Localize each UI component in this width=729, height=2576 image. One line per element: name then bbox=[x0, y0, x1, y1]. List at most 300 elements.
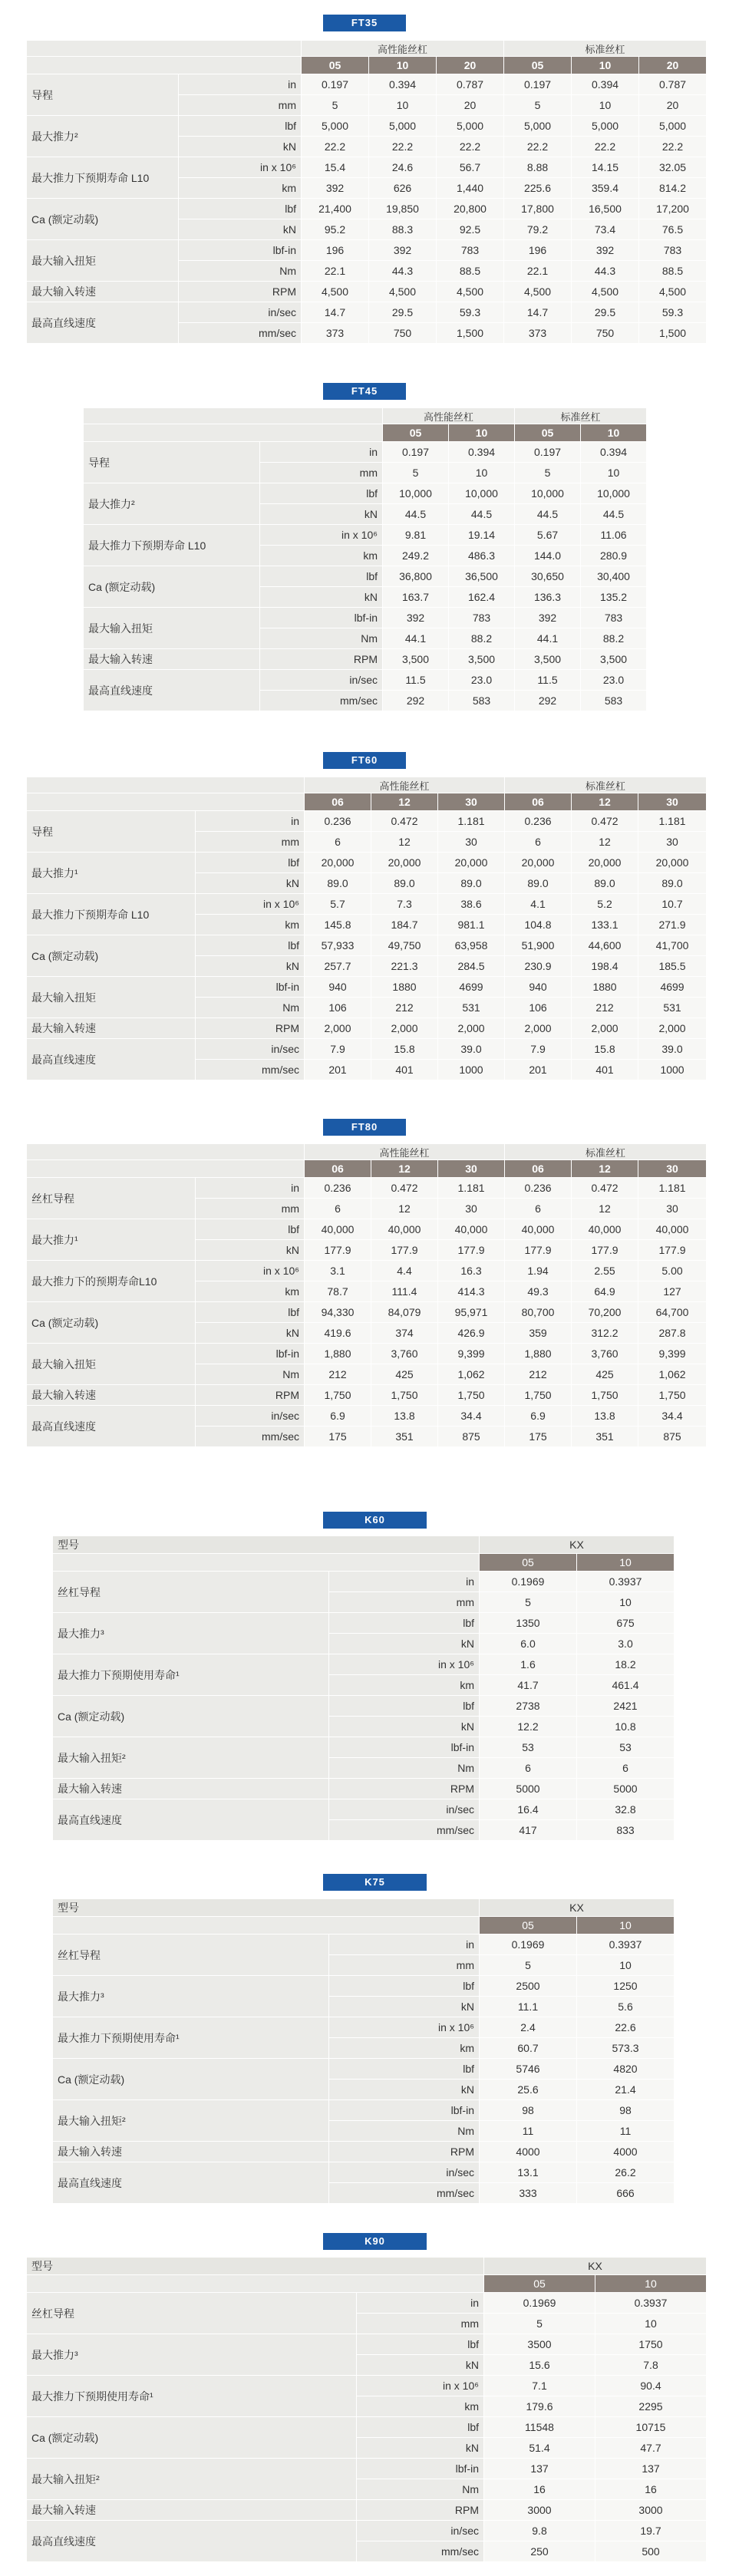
spec-label: 最大输入扭矩 bbox=[27, 977, 196, 1018]
unit-cell: kN bbox=[329, 2080, 480, 2100]
section-title-badge: K75 bbox=[323, 1874, 427, 1891]
unit-cell: lbf bbox=[329, 2059, 480, 2080]
value-cell: 2500 bbox=[480, 1976, 577, 1997]
value-cell: 23.0 bbox=[581, 670, 647, 691]
unit-cell: lbf bbox=[329, 1976, 480, 1997]
unit-cell: lbf bbox=[196, 1302, 305, 1323]
value-cell: 34.4 bbox=[638, 1406, 707, 1427]
value-cell: 88.5 bbox=[639, 261, 707, 282]
value-cell: 0.394 bbox=[449, 442, 515, 463]
spec-label: 丝杠导程 bbox=[53, 1572, 329, 1613]
group-header-label: 标准丝杠 bbox=[505, 1144, 707, 1160]
value-cell: 145.8 bbox=[305, 915, 371, 935]
value-cell: 1,750 bbox=[505, 1385, 572, 1406]
value-cell: 29.5 bbox=[572, 302, 639, 323]
value-cell: 351 bbox=[371, 1427, 438, 1447]
value-cell: 5.7 bbox=[305, 894, 371, 915]
value-cell: 5,000 bbox=[302, 116, 369, 137]
value-cell: 5000 bbox=[480, 1779, 577, 1799]
value-cell: 11.06 bbox=[581, 525, 647, 546]
model-label-cell: 型号 bbox=[53, 1899, 480, 1917]
group-header-row bbox=[84, 408, 647, 424]
unit-cell: Nm bbox=[179, 261, 302, 282]
unit-cell: in/sec bbox=[329, 2162, 480, 2183]
column-header-row bbox=[27, 793, 707, 811]
value-cell: 940 bbox=[505, 977, 572, 998]
column-header-cell: 30 bbox=[438, 793, 505, 811]
value-cell: 1000 bbox=[638, 1060, 707, 1080]
column-header-cell: 10 bbox=[581, 424, 647, 442]
unit-cell: mm/sec bbox=[196, 1060, 305, 1080]
spec-label: Ca (额定动载) bbox=[27, 1302, 196, 1344]
value-cell: 0.472 bbox=[572, 811, 638, 832]
spec-row bbox=[27, 1039, 707, 1060]
value-cell: 1000 bbox=[438, 1060, 505, 1080]
value-cell: 2,000 bbox=[438, 1018, 505, 1039]
value-cell: 16 bbox=[484, 2479, 595, 2500]
unit-cell: kN bbox=[357, 2355, 484, 2376]
unit-cell: lbf bbox=[329, 1696, 480, 1717]
value-cell: 417 bbox=[480, 1820, 577, 1841]
value-cell: 392 bbox=[383, 608, 449, 628]
value-cell: 51.4 bbox=[484, 2438, 595, 2459]
spec-label: 最高直线速度 bbox=[27, 1406, 196, 1447]
value-cell: 41.7 bbox=[480, 1675, 577, 1696]
value-cell: 359 bbox=[505, 1323, 572, 1344]
column-header-cell: 06 bbox=[505, 1160, 572, 1178]
value-cell: 104.8 bbox=[505, 915, 572, 935]
model-header-row bbox=[53, 1899, 675, 1917]
value-cell: 750 bbox=[572, 323, 639, 344]
value-cell: 531 bbox=[438, 998, 505, 1018]
value-cell: 137 bbox=[595, 2459, 707, 2479]
column-header-cell: 06 bbox=[305, 793, 371, 811]
value-cell: 44.5 bbox=[449, 504, 515, 525]
spec-label: 最大输入扭矩² bbox=[27, 2459, 357, 2500]
column-header-cell: 20 bbox=[639, 57, 707, 74]
value-cell: 16.3 bbox=[438, 1261, 505, 1281]
value-cell: 2.4 bbox=[480, 2017, 577, 2038]
value-cell: 4699 bbox=[438, 977, 505, 998]
unit-cell: lbf-in bbox=[179, 240, 302, 261]
value-cell: 10 bbox=[577, 1592, 675, 1613]
value-cell: 14.15 bbox=[572, 157, 639, 178]
column-header-cell: 05 bbox=[480, 1554, 577, 1572]
spec-label: 最高直线速度 bbox=[84, 670, 260, 711]
spec-row bbox=[53, 1934, 675, 1955]
spec-label: 最大输入扭矩 bbox=[27, 1344, 196, 1385]
value-cell: 5,000 bbox=[639, 116, 707, 137]
spec-label: 最大输入转速 bbox=[84, 649, 260, 670]
spec-label: 导程 bbox=[27, 811, 196, 853]
value-cell: 0.394 bbox=[572, 74, 639, 95]
value-cell: 198.4 bbox=[572, 956, 638, 977]
value-cell: 10,000 bbox=[581, 483, 647, 504]
value-cell: 3000 bbox=[595, 2500, 707, 2521]
value-cell: 88.2 bbox=[581, 628, 647, 649]
value-cell: 425 bbox=[572, 1364, 638, 1385]
unit-cell: lbf bbox=[329, 1613, 480, 1634]
value-cell: 21.4 bbox=[577, 2080, 675, 2100]
spec-row bbox=[27, 977, 707, 998]
value-cell: 22.2 bbox=[369, 137, 437, 157]
value-cell: 2738 bbox=[480, 1696, 577, 1717]
unit-cell: in x 10⁶ bbox=[329, 2017, 480, 2038]
spec-label: 最大推力² bbox=[84, 483, 260, 525]
column-header-cell: 10 bbox=[449, 424, 515, 442]
value-cell: 185.5 bbox=[638, 956, 707, 977]
value-cell: 1750 bbox=[595, 2334, 707, 2355]
value-cell: 90.4 bbox=[595, 2376, 707, 2396]
value-cell: 18.2 bbox=[577, 1654, 675, 1675]
spec-label: 最高直线速度 bbox=[53, 2162, 329, 2204]
spec-row bbox=[27, 1178, 707, 1199]
unit-cell: RPM bbox=[179, 282, 302, 302]
unit-cell: lbf bbox=[357, 2334, 484, 2355]
value-cell: 373 bbox=[504, 323, 572, 344]
value-cell: 14.7 bbox=[504, 302, 572, 323]
unit-cell: km bbox=[196, 915, 305, 935]
value-cell: 940 bbox=[305, 977, 371, 998]
value-cell: 47.7 bbox=[595, 2438, 707, 2459]
value-cell: 57,933 bbox=[305, 935, 371, 956]
value-cell: 88.2 bbox=[449, 628, 515, 649]
section-title-badge: FT45 bbox=[323, 383, 406, 400]
unit-cell: in x 10⁶ bbox=[260, 525, 383, 546]
column-header-cell: 10 bbox=[572, 57, 639, 74]
section-title-badge: FT60 bbox=[323, 752, 406, 769]
value-cell: 7.8 bbox=[595, 2355, 707, 2376]
spec-label: 最大输入扭矩 bbox=[27, 240, 179, 282]
value-cell: 573.3 bbox=[577, 2038, 675, 2059]
value-cell: 44.5 bbox=[581, 504, 647, 525]
value-cell: 201 bbox=[505, 1060, 572, 1080]
value-cell: 221.3 bbox=[371, 956, 438, 977]
spec-row bbox=[27, 853, 707, 873]
value-cell: 3.1 bbox=[305, 1261, 371, 1281]
value-cell: 32.05 bbox=[639, 157, 707, 178]
unit-cell: kN bbox=[260, 504, 383, 525]
unit-cell: in bbox=[357, 2293, 484, 2314]
spec-row bbox=[53, 2017, 675, 2038]
value-cell: 17,800 bbox=[504, 199, 572, 219]
group-header-label: 标准丝杠 bbox=[515, 408, 647, 424]
value-cell: 95.2 bbox=[302, 219, 369, 240]
value-cell: 250 bbox=[484, 2541, 595, 2562]
spec-row bbox=[53, 2059, 675, 2080]
value-cell: 2421 bbox=[577, 1696, 675, 1717]
spec-row bbox=[53, 1696, 675, 1717]
spec-row bbox=[53, 1613, 675, 1634]
value-cell: 20 bbox=[639, 95, 707, 116]
value-cell: 13.8 bbox=[371, 1406, 438, 1427]
unit-cell: in/sec bbox=[196, 1406, 305, 1427]
value-cell: 1350 bbox=[480, 1613, 577, 1634]
value-cell: 10 bbox=[581, 463, 647, 483]
unit-cell: lbf-in bbox=[357, 2459, 484, 2479]
value-cell: 1,500 bbox=[437, 323, 504, 344]
value-cell: 40,000 bbox=[505, 1219, 572, 1240]
value-cell: 39.0 bbox=[638, 1039, 707, 1060]
model-value-cell: KX bbox=[484, 2258, 707, 2275]
unit-cell: lbf-in bbox=[260, 608, 383, 628]
unit-cell: kN bbox=[179, 137, 302, 157]
value-cell: 177.9 bbox=[505, 1240, 572, 1261]
value-cell: 392 bbox=[369, 240, 437, 261]
spec-row bbox=[84, 442, 647, 463]
spec-label: 最大推力下预期寿命 L10 bbox=[84, 525, 260, 566]
value-cell: 11 bbox=[480, 2121, 577, 2142]
group-header-label: 高性能丝杠 bbox=[305, 1144, 505, 1160]
spec-row bbox=[27, 2293, 707, 2314]
value-cell: 6 bbox=[505, 1199, 572, 1219]
spec-label: 最大输入转速 bbox=[53, 1779, 329, 1799]
column-header-cell: 05 bbox=[484, 2275, 595, 2293]
value-cell: 44.5 bbox=[515, 504, 581, 525]
value-cell: 4.4 bbox=[371, 1261, 438, 1281]
column-header-cell: 12 bbox=[572, 793, 638, 811]
value-cell: 5 bbox=[480, 1592, 577, 1613]
spec-row bbox=[84, 670, 647, 691]
spec-table-k60 bbox=[52, 1535, 674, 1841]
value-cell: 12 bbox=[572, 832, 638, 853]
unit-cell: in/sec bbox=[260, 670, 383, 691]
column-header-cell: 05 bbox=[383, 424, 449, 442]
value-cell: 1,440 bbox=[437, 178, 504, 199]
group-header-row bbox=[27, 41, 707, 57]
unit-cell: in x 10⁶ bbox=[196, 894, 305, 915]
spec-row bbox=[27, 1344, 707, 1364]
spec-table-k90 bbox=[26, 2257, 706, 2562]
value-cell: 5.00 bbox=[638, 1261, 707, 1281]
unit-cell: kN bbox=[196, 873, 305, 894]
spec-row bbox=[27, 2376, 707, 2396]
value-cell: 1880 bbox=[371, 977, 438, 998]
value-cell: 41,700 bbox=[638, 935, 707, 956]
value-cell: 60.7 bbox=[480, 2038, 577, 2059]
spec-row bbox=[53, 2142, 675, 2162]
column-header-cell: 05 bbox=[480, 1917, 577, 1934]
value-cell: 5 bbox=[515, 463, 581, 483]
value-cell: 5,000 bbox=[437, 116, 504, 137]
unit-cell: Nm bbox=[357, 2479, 484, 2500]
column-header-cell: 06 bbox=[505, 793, 572, 811]
value-cell: 531 bbox=[638, 998, 707, 1018]
value-cell: 6.9 bbox=[305, 1406, 371, 1427]
value-cell: 20 bbox=[437, 95, 504, 116]
value-cell: 177.9 bbox=[572, 1240, 638, 1261]
value-cell: 12 bbox=[371, 832, 438, 853]
spec-row bbox=[27, 1302, 707, 1323]
value-cell: 8.88 bbox=[504, 157, 572, 178]
value-cell: 9.8 bbox=[484, 2521, 595, 2541]
value-cell: 95,971 bbox=[438, 1302, 505, 1323]
value-cell: 22.2 bbox=[437, 137, 504, 157]
value-cell: 0.1969 bbox=[484, 2293, 595, 2314]
value-cell: 1.181 bbox=[438, 1178, 505, 1199]
unit-cell: lbf bbox=[260, 566, 383, 587]
spec-table-ft80 bbox=[26, 1143, 706, 1447]
model-value-cell: KX bbox=[480, 1899, 675, 1917]
value-cell: 271.9 bbox=[638, 915, 707, 935]
value-cell: 1250 bbox=[577, 1976, 675, 1997]
value-cell: 44.3 bbox=[369, 261, 437, 282]
spec-row bbox=[27, 2459, 707, 2479]
spec-label: 最大输入转速 bbox=[53, 2142, 329, 2162]
value-cell: 351 bbox=[572, 1427, 638, 1447]
value-cell: 0.3937 bbox=[577, 1934, 675, 1955]
value-cell: 16.4 bbox=[480, 1799, 577, 1820]
value-cell: 4,500 bbox=[437, 282, 504, 302]
spec-label: 最大推力下的预期寿命L10 bbox=[27, 1261, 196, 1302]
value-cell: 64,700 bbox=[638, 1302, 707, 1323]
spec-label: 最大输入转速 bbox=[27, 2500, 357, 2521]
value-cell: 1.181 bbox=[438, 811, 505, 832]
value-cell: 30 bbox=[638, 1199, 707, 1219]
header-blank-cell bbox=[53, 1917, 480, 1934]
unit-cell: mm/sec bbox=[329, 2183, 480, 2204]
value-cell: 179.6 bbox=[484, 2396, 595, 2417]
model-header-row bbox=[53, 1536, 675, 1554]
value-cell: 30 bbox=[638, 832, 707, 853]
value-cell: 2,000 bbox=[572, 1018, 638, 1039]
value-cell: 230.9 bbox=[505, 956, 572, 977]
spec-row bbox=[27, 1261, 707, 1281]
column-header-cell: 12 bbox=[572, 1160, 638, 1178]
group-header-label: 标准丝杠 bbox=[504, 41, 707, 57]
value-cell: 135.2 bbox=[581, 587, 647, 608]
value-cell: 26.2 bbox=[577, 2162, 675, 2183]
value-cell: 292 bbox=[515, 691, 581, 711]
value-cell: 5.2 bbox=[572, 894, 638, 915]
value-cell: 196 bbox=[302, 240, 369, 261]
value-cell: 783 bbox=[639, 240, 707, 261]
value-cell: 177.9 bbox=[371, 1240, 438, 1261]
value-cell: 419.6 bbox=[305, 1323, 371, 1344]
value-cell: 0.394 bbox=[581, 442, 647, 463]
value-cell: 0.472 bbox=[371, 1178, 438, 1199]
value-cell: 1,062 bbox=[438, 1364, 505, 1385]
unit-cell: in x 10⁶ bbox=[329, 1654, 480, 1675]
spec-row bbox=[84, 483, 647, 504]
value-cell: 3500 bbox=[484, 2334, 595, 2355]
unit-cell: lbf bbox=[260, 483, 383, 504]
value-cell: 5000 bbox=[577, 1779, 675, 1799]
value-cell: 59.3 bbox=[437, 302, 504, 323]
spec-row bbox=[27, 74, 707, 95]
value-cell: 12.2 bbox=[480, 1717, 577, 1737]
unit-cell: km bbox=[196, 1281, 305, 1302]
unit-cell: mm bbox=[329, 1592, 480, 1613]
model-header-row bbox=[27, 2258, 707, 2275]
value-cell: 13.1 bbox=[480, 2162, 577, 2183]
value-cell: 284.5 bbox=[438, 956, 505, 977]
spec-row bbox=[27, 302, 707, 323]
value-cell: 666 bbox=[577, 2183, 675, 2204]
value-cell: 1,750 bbox=[638, 1385, 707, 1406]
spec-label: 最大推力² bbox=[27, 116, 179, 157]
spec-label: 最大输入转速 bbox=[27, 1018, 196, 1039]
value-cell: 39.0 bbox=[438, 1039, 505, 1060]
value-cell: 36,500 bbox=[449, 566, 515, 587]
value-cell: 0.197 bbox=[515, 442, 581, 463]
value-cell: 11.1 bbox=[480, 1997, 577, 2017]
value-cell: 89.0 bbox=[638, 873, 707, 894]
value-cell: 25.6 bbox=[480, 2080, 577, 2100]
unit-cell: lbf-in bbox=[329, 1737, 480, 1758]
spec-row bbox=[84, 525, 647, 546]
value-cell: 79.2 bbox=[504, 219, 572, 240]
section-title-badge: FT35 bbox=[323, 15, 406, 31]
value-cell: 20,000 bbox=[305, 853, 371, 873]
value-cell: 19,850 bbox=[369, 199, 437, 219]
value-cell: 40,000 bbox=[371, 1219, 438, 1240]
value-cell: 11548 bbox=[484, 2417, 595, 2438]
value-cell: 15.8 bbox=[371, 1039, 438, 1060]
spec-row bbox=[27, 157, 707, 178]
value-cell: 175 bbox=[305, 1427, 371, 1447]
value-cell: 175 bbox=[505, 1427, 572, 1447]
column-header-cell: 30 bbox=[638, 1160, 707, 1178]
value-cell: 6 bbox=[577, 1758, 675, 1779]
unit-cell: mm bbox=[179, 95, 302, 116]
spec-label: 最大输入转速 bbox=[27, 282, 179, 302]
value-cell: 163.7 bbox=[383, 587, 449, 608]
value-cell: 30,650 bbox=[515, 566, 581, 587]
section-title-badge: FT80 bbox=[323, 1119, 406, 1136]
value-cell: 53 bbox=[480, 1737, 577, 1758]
value-cell: 2,000 bbox=[371, 1018, 438, 1039]
value-cell: 11.5 bbox=[515, 670, 581, 691]
unit-cell: kN bbox=[196, 1323, 305, 1344]
spec-row bbox=[27, 199, 707, 219]
value-cell: 7.9 bbox=[505, 1039, 572, 1060]
value-cell: 111.4 bbox=[371, 1281, 438, 1302]
value-cell: 5746 bbox=[480, 2059, 577, 2080]
value-cell: 24.6 bbox=[369, 157, 437, 178]
value-cell: 15.6 bbox=[484, 2355, 595, 2376]
value-cell: 49.3 bbox=[505, 1281, 572, 1302]
value-cell: 64.9 bbox=[572, 1281, 638, 1302]
value-cell: 10 bbox=[577, 1955, 675, 1976]
value-cell: 981.1 bbox=[438, 915, 505, 935]
spec-row bbox=[27, 1406, 707, 1427]
value-cell: 2,000 bbox=[305, 1018, 371, 1039]
value-cell: 1.94 bbox=[505, 1261, 572, 1281]
value-cell: 76.5 bbox=[639, 219, 707, 240]
unit-cell: lbf bbox=[196, 935, 305, 956]
unit-cell: in/sec bbox=[357, 2521, 484, 2541]
value-cell: 4000 bbox=[480, 2142, 577, 2162]
value-cell: 3,760 bbox=[371, 1344, 438, 1364]
value-cell: 44.1 bbox=[383, 628, 449, 649]
value-cell: 675 bbox=[577, 1613, 675, 1634]
value-cell: 22.2 bbox=[504, 137, 572, 157]
value-cell: 1,880 bbox=[505, 1344, 572, 1364]
column-header-row bbox=[27, 2275, 707, 2293]
unit-cell: Nm bbox=[329, 1758, 480, 1779]
value-cell: 5,000 bbox=[369, 116, 437, 137]
value-cell: 44.3 bbox=[572, 261, 639, 282]
value-cell: 392 bbox=[572, 240, 639, 261]
column-header-cell: 30 bbox=[438, 1160, 505, 1178]
value-cell: 6 bbox=[505, 832, 572, 853]
header-blank-cell bbox=[27, 777, 305, 793]
spec-label: 最大推力¹ bbox=[27, 1219, 196, 1261]
value-cell: 36,800 bbox=[383, 566, 449, 587]
value-cell: 9.81 bbox=[383, 525, 449, 546]
value-cell: 500 bbox=[595, 2541, 707, 2562]
